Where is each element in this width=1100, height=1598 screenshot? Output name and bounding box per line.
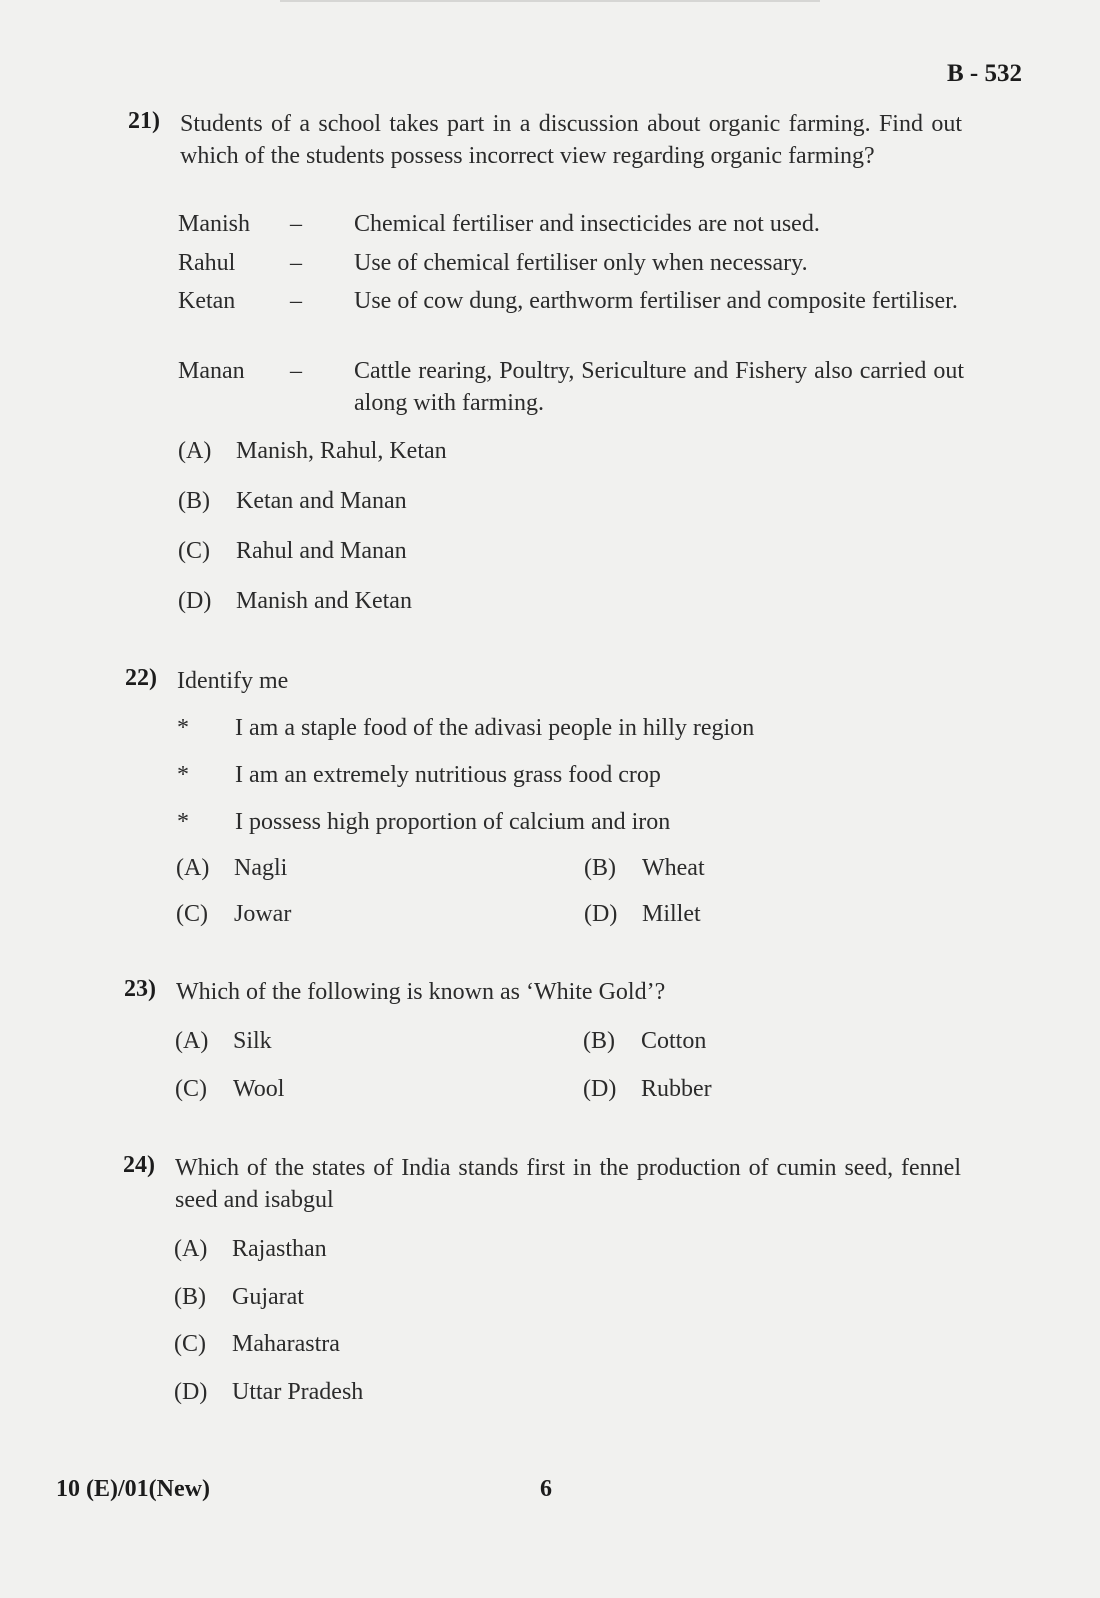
option-label: (B) [174,1284,206,1310]
option-d [583,1073,712,1105]
option-d [174,1376,363,1408]
option-label: (D) [174,1379,208,1405]
option-text: Rajasthan [232,1236,327,1262]
clue-item [177,712,754,744]
option-c [176,898,291,930]
option-c [174,1328,340,1360]
option-label: (C) [175,1076,207,1102]
option-label: (A) [178,438,212,464]
clue-item [177,759,661,791]
option-b [583,1025,706,1057]
option-b [178,485,407,517]
option-text: Rahul and Manan [236,538,407,564]
option-text: Millet [642,901,701,927]
statement-row [178,355,968,419]
option-label: (C) [176,901,208,927]
clue-item [177,806,670,838]
option-text: Maharastra [232,1331,340,1357]
dash: – [290,250,302,276]
asterisk-icon: * [177,809,189,835]
question-text: Which of the states of India stands first in the production of cumin seed, fennel seed and isabgul [175,1155,961,1213]
asterisk-icon: * [177,762,189,788]
question-text: Students of a school takes part in a discussion about organic farming. Find out which of the students possess incorrect view regarding organic farming? [180,111,962,169]
student-name: Manish [178,211,250,237]
option-text: Uttar Pradesh [232,1379,364,1405]
option-label: (B) [584,855,616,881]
option-d [178,585,412,617]
paper-code: B - 532 [947,60,1022,87]
option-text: Nagli [234,855,288,881]
dash: – [290,358,302,384]
statement-row [178,247,968,279]
option-text: Gujarat [232,1284,304,1310]
statement-row [178,208,968,240]
student-view: Use of cow dung, earthworm fertiliser and composite fertiliser. [354,288,958,314]
question-number: 24) [123,1152,155,1178]
option-text: Wheat [642,855,705,881]
option-text: Wool [233,1076,285,1102]
option-label: (C) [174,1331,206,1357]
option-label: (A) [175,1028,209,1054]
question-text: Identify me [177,668,289,694]
option-label: (D) [178,588,212,614]
question-number: 23) [124,976,156,1002]
student-view: Chemical fertiliser and insecticides are not used. [354,211,820,237]
option-label: (D) [583,1076,617,1102]
asterisk-icon: * [177,715,189,741]
question-text: Which of the following is known as ‘White Gold’? [176,979,666,1005]
option-a [175,1025,272,1057]
dash: – [290,211,302,237]
option-a [178,435,447,467]
option-d [584,898,701,930]
clue-text: I possess high proportion of calcium and iron [235,809,671,835]
option-b [174,1281,304,1313]
statement-row [178,285,968,349]
question-number: 21) [128,108,160,134]
dash: – [290,288,302,314]
clue-text: I am a staple food of the adivasi people in hilly region [235,715,755,741]
option-text: Silk [233,1028,272,1054]
option-text: Cotton [641,1028,707,1054]
option-label: (C) [178,538,210,564]
option-text: Jowar [234,901,292,927]
student-name: Ketan [178,288,236,314]
scan-edge-line [280,0,820,2]
option-c [178,535,407,567]
option-text: Rubber [641,1076,712,1102]
option-label: (A) [174,1236,208,1262]
student-name: Manan [178,358,245,384]
student-view: Cattle rearing, Poultry, Sericulture and Fishery also carried out along with farming. [354,358,964,416]
student-name: Rahul [178,250,236,276]
page-number: 6 [540,1476,552,1502]
option-a [176,852,287,884]
option-label: (D) [584,901,618,927]
option-label: (A) [176,855,210,881]
option-b [584,852,705,884]
student-view: Use of chemical fertiliser only when necessary. [354,250,808,276]
option-text: Manish, Rahul, Ketan [236,438,447,464]
question-number: 22) [125,665,157,691]
option-text: Manish and Ketan [236,588,412,614]
option-a [174,1233,327,1265]
option-label: (B) [178,488,210,514]
footer-paper-code: 10 (E)/01(New) [56,1476,210,1502]
option-label: (B) [583,1028,615,1054]
option-c [175,1073,284,1105]
option-text: Ketan and Manan [236,488,407,514]
clue-text: I am an extremely nutritious grass food crop [235,762,661,788]
